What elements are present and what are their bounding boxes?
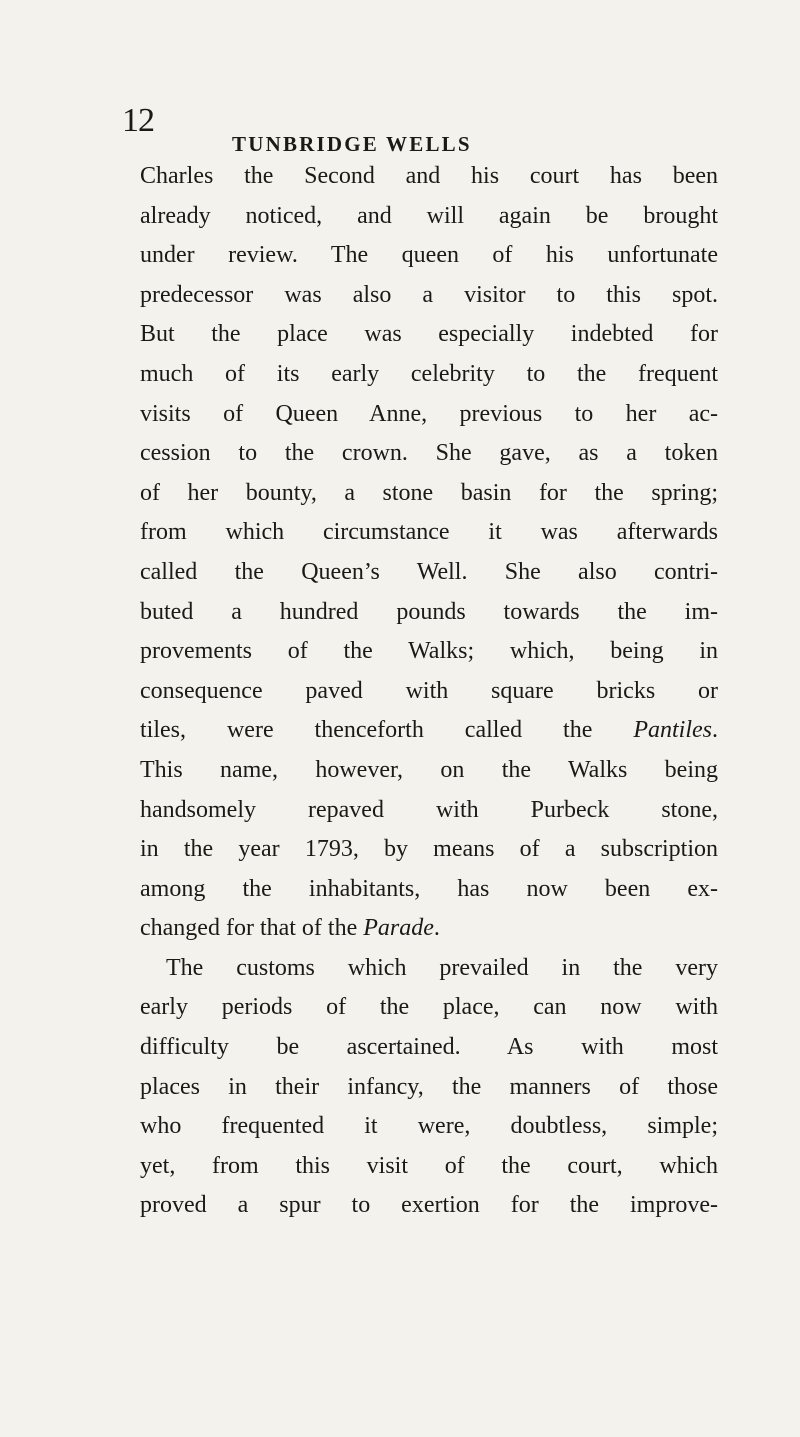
body-text (140, 157, 718, 1226)
text-line: under review. The queen of his unfortunate (140, 242, 718, 269)
text-line: consequence paved with square bricks or (140, 677, 718, 704)
text-line: yet, from this visit of the court, which (140, 1152, 718, 1179)
text-line: early periods of the place, can now with (140, 994, 718, 1021)
text-run: . (433, 915, 440, 942)
text-line: predecessor was also a visitor to this spot. (140, 281, 718, 308)
text-line: Charles the Second and his court has been (140, 163, 718, 189)
text-line: places in their infancy, the manners of those (140, 1073, 718, 1100)
text-line: much of its early celebrity to the frequent (140, 360, 718, 387)
text-run: changed for that of the (140, 915, 364, 942)
text-run: . (712, 717, 718, 744)
text-line: from which circumstance it was afterwards (140, 519, 718, 546)
text-line: called the Queen’s Well. She also contri- (140, 558, 718, 585)
text-line: handsomely repaved with Purbeck stone, (140, 796, 718, 823)
text-line: The customs which prevailed in the very (166, 954, 718, 981)
text-line: provements of the Walks; which, being in (140, 638, 718, 665)
text-line: buted a hundred pounds towards the im- (140, 598, 718, 625)
text-run: tiles, were thenceforth called the (140, 717, 634, 744)
text-line: visits of Queen Anne, previous to her ac- (140, 400, 718, 427)
text-line: difficulty be ascertained. As with most (140, 1034, 718, 1061)
text-line: already noticed, and will again be brought (140, 202, 718, 229)
text-line: But the place was especially indebted for (140, 321, 718, 348)
italic-term: Parade (363, 915, 434, 942)
text-line: who frequented it were, doubtless, simple; (140, 1113, 718, 1140)
text-line: in the year 1793, by means of a subscription (140, 836, 718, 863)
text-line (140, 711, 718, 751)
text-line: among the inhabitants, has now been ex- (140, 875, 718, 902)
text-line (140, 909, 718, 949)
text-line: This name, however, on the Walks being (140, 756, 718, 783)
text-line: cession to the crown. She gave, as a token (140, 440, 718, 467)
italic-term: Pantiles (633, 717, 712, 744)
page-number: 12 (122, 102, 154, 139)
text-line: of her bounty, a stone basin for the spring; (140, 479, 718, 506)
text-line: proved a spur to exertion for the improve- (140, 1192, 718, 1219)
running-head: TUNBRIDGE WELLS (232, 132, 472, 156)
